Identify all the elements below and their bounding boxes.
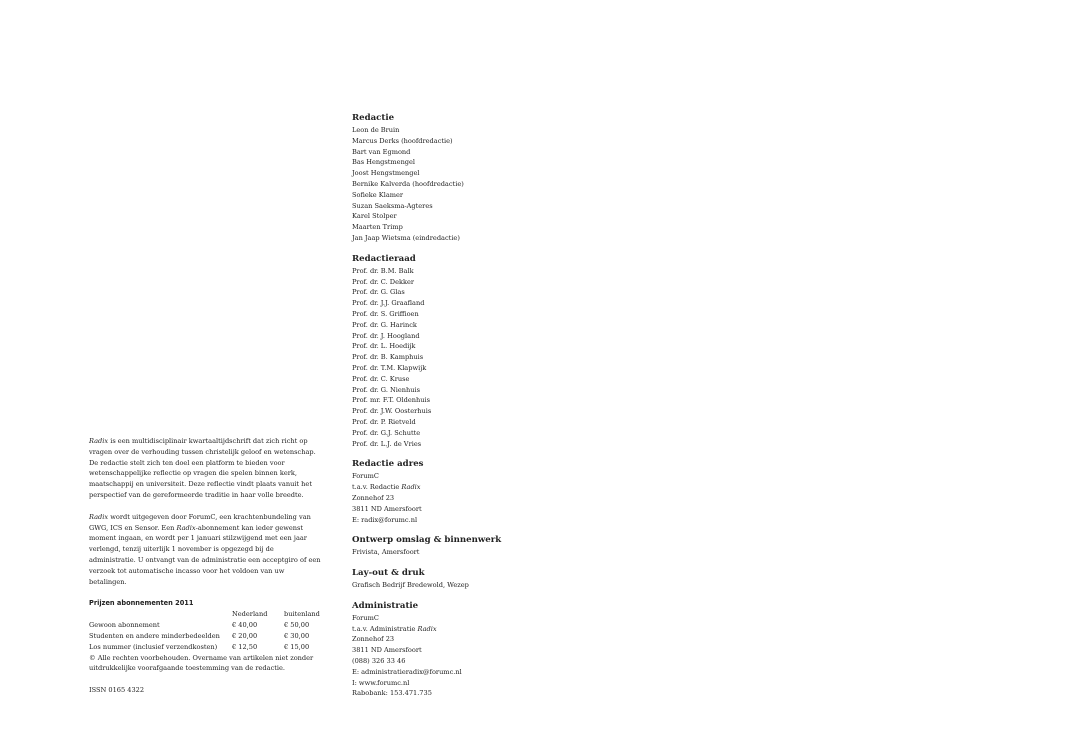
list-item: Bart van Egmond: [352, 147, 411, 156]
price-abroad: € 50,00: [284, 621, 310, 630]
price-label: Los nummer (inclusief verzendkosten): [89, 642, 218, 651]
section-title: Lay-out & druk: [352, 568, 425, 579]
price-label: Studenten en andere minderbedeelden: [89, 631, 220, 640]
section-title: Administratie: [352, 600, 419, 611]
credit-line: Frivista, Amersfoort: [352, 548, 420, 557]
price-abroad: € 15,00: [284, 642, 310, 651]
price-nl: € 12,50: [232, 642, 258, 651]
intro-text-2a: wordt uitgegeven door ForumC, een krachtenbundeling van GWG, ICS en Sensor. Een: [89, 512, 311, 532]
list-item: Maarten Trimp: [352, 223, 403, 232]
price-nl: € 40,00: [232, 621, 258, 630]
issn: ISSN 0165 4322: [89, 686, 145, 695]
table-row: [89, 631, 321, 642]
intro-paragraph-2: [89, 512, 321, 588]
radix-italic: Radix: [417, 624, 437, 633]
price-nl: € 20,00: [232, 631, 258, 640]
address-line: Zonnehof 23: [352, 635, 395, 644]
prices-header-label: [89, 609, 232, 620]
list-item: Bernike Kalverda (hoofdredactie): [352, 179, 464, 188]
section-redactieraad: [352, 253, 592, 450]
address-prefix: t.a.v. Administratie: [352, 624, 418, 633]
intro-text-1: is een multidisciplinair kwartaaltijdschrift dat zich richt op vragen over de verhouding tussen christelijk geloof en wetenschap. De redactie stelt zich ten doel een platform te bieden voor wetenschappelijke reflectie op vragen die spelen binnen kerk, maatschappij en universiteit. Deze reflectie vindt plaats vanuit het perspectief van de gereformeerde traditie in haar volle breedte.: [89, 437, 316, 499]
credits-column: [352, 112, 592, 708]
list-item: Prof. dr. J. Hoogland: [352, 331, 420, 340]
email-line: E: radix@forumc.nl: [352, 515, 418, 524]
price-abroad: € 30,00: [284, 631, 310, 640]
website-line: I: www.forumc.nl: [352, 678, 410, 687]
section-title: Redactie: [352, 113, 395, 123]
list-item: Prof. mr. F.T. Oldenhuis: [352, 396, 430, 405]
address-line: [352, 482, 592, 493]
intro-paragraph-1: [89, 436, 321, 501]
list-item: Leon de Bruin: [352, 126, 400, 134]
address-line: ForumC: [352, 613, 379, 622]
list-item: Prof. dr. C. Kruse: [352, 374, 410, 383]
list-item: Prof. dr. B.M. Balk: [352, 266, 414, 275]
section-title: Ontwerp omslag & binnenwerk: [352, 535, 502, 546]
section-administratie: [352, 600, 592, 699]
address-prefix: t.a.v. Redactie: [352, 483, 402, 492]
address-line: ForumC: [352, 472, 379, 481]
list-item: Prof. dr. T.M. Klapwijk: [352, 363, 427, 372]
list-item: Marcus Derks (hoofdredactie): [352, 136, 453, 145]
prices-table: [89, 609, 321, 652]
intro-text-2b: -abonnement kan ieder gewenst moment ingaan, en wordt per 1 januari stilzwijgend met een jaar verlengd, tenzij uiterlijk 1 november is opgezegd bij de administratie. U ontvangt van de administratie een acceptgiro of een verzoek tot automatische incasso voor het voldoen van uw betalingen.: [89, 523, 321, 586]
list-item: Prof. dr. G. Glas: [352, 288, 405, 297]
list-item: Bas Hengstmengel: [352, 158, 416, 167]
list-item: Sofieke Klamer: [352, 190, 404, 199]
list-item: Prof. dr. L. Hoedijk: [352, 342, 416, 351]
list-item: Jan Jaap Wietsma (eindredactie): [352, 233, 460, 242]
list-item: Prof. dr. C. Dekker: [352, 277, 415, 286]
address-line: 3811 ND Amersfoort: [352, 646, 422, 655]
list-item: Karel Stolper: [352, 212, 397, 221]
section-redactie-adres: [352, 458, 592, 525]
list-item: Suzan Saeksma-Agteres: [352, 201, 433, 210]
address-line: Zonnehof 23: [352, 493, 395, 502]
table-row: [89, 620, 321, 631]
radix-italic: Radix: [401, 483, 421, 492]
prices-title: Prijzen abonnementen 2011: [89, 599, 194, 608]
phone-line: (088) 326 33 46: [352, 657, 406, 666]
list-item: Prof. dr. L.J. de Vries: [352, 439, 422, 448]
table-row: [89, 642, 321, 653]
list-item: Prof. dr. G.J. Schutte: [352, 428, 421, 437]
list-item: Joost Hengstmengel: [352, 169, 420, 178]
address-line: 3811 ND Amersfoort: [352, 504, 422, 513]
intro-column: [89, 436, 321, 707]
list-item: Prof. dr. B. Kamphuis: [352, 353, 424, 362]
radix-italic: Radix: [176, 523, 196, 532]
address-line: [352, 624, 592, 635]
list-item: Prof. dr. J.J. Graafland: [352, 299, 425, 308]
prices-header-nl: Nederland: [232, 610, 268, 619]
radix-italic: Radix: [89, 512, 109, 521]
bank-line: Rabobank: 153.471.735: [352, 689, 432, 698]
section-ontwerp: [352, 534, 592, 558]
copyright-notice: © Alle rechten voorbehouden. Overname van artikelen niet zonder uitdrukkelijke voorafgaande toestemming van de redactie.: [89, 653, 314, 673]
email-line: E: administratieradix@forumc.nl: [352, 667, 462, 676]
radix-italic: Radix: [89, 437, 109, 445]
price-label: Gewoon abonnement: [89, 621, 160, 630]
list-item: Prof. dr. J.W. Oosterhuis: [352, 407, 432, 416]
list-item: Prof. dr. G. Harinck: [352, 320, 417, 329]
prices-header-abroad: buitenland: [284, 610, 320, 619]
list-item: Prof. dr. G. Nienhuis: [352, 385, 421, 394]
section-redactie: [352, 112, 592, 244]
list-item: Prof. dr. P. Rietveld: [352, 417, 416, 426]
credit-line: Grafisch Bedrijf Bredewold, Wezep: [352, 581, 469, 590]
section-title: Redactieraad: [352, 253, 416, 264]
list-item: Prof. dr. S. Griffioen: [352, 309, 419, 318]
prices-header-row: [89, 609, 321, 620]
section-layout-druk: [352, 567, 592, 591]
section-title: Redactie adres: [352, 459, 424, 470]
